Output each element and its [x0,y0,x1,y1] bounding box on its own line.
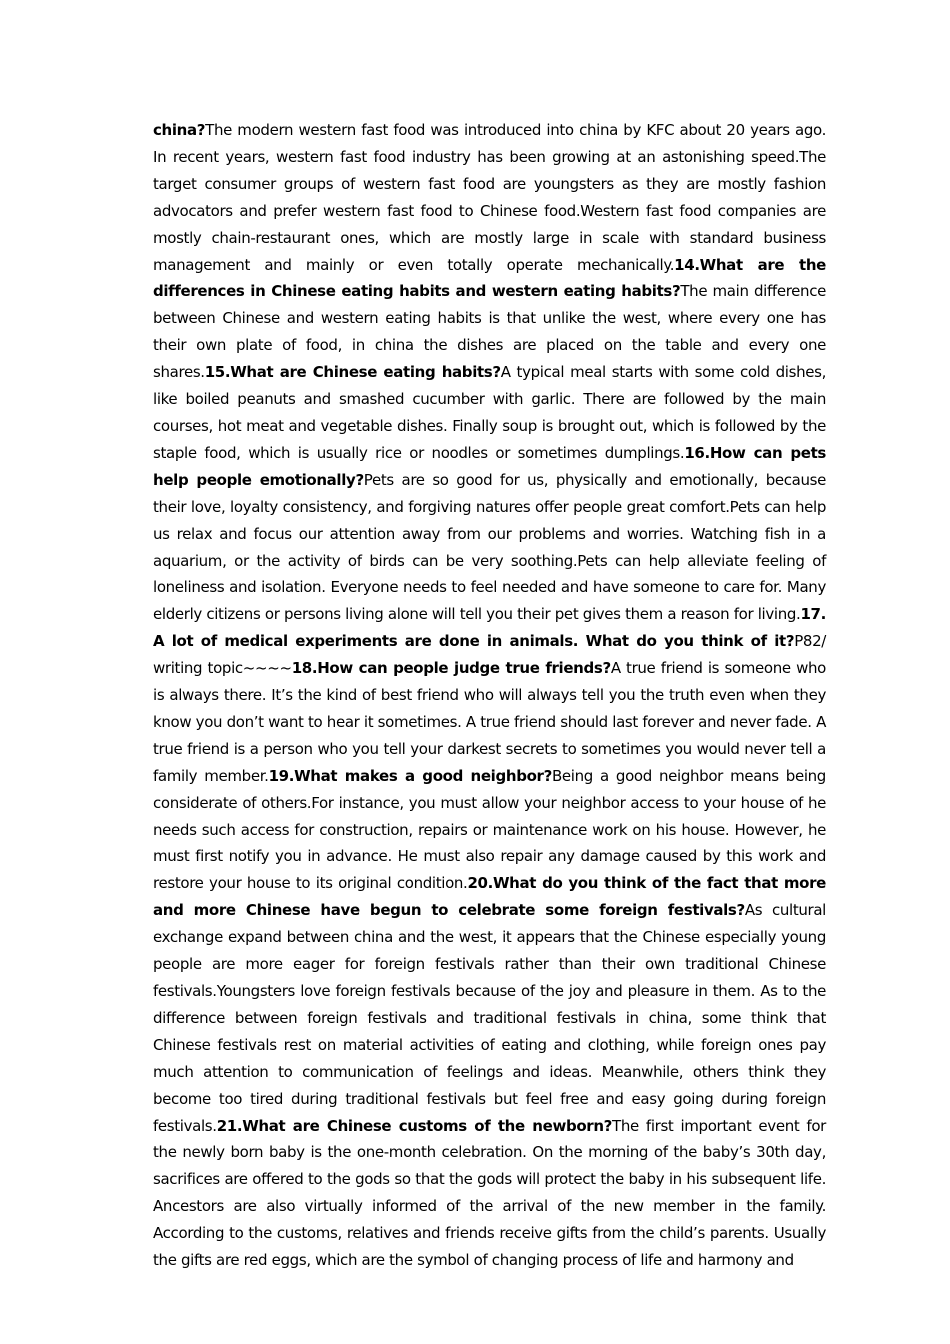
question-heading: 19.What makes a good neighbor? [268,766,552,785]
answer-text: A typical meal starts with some cold dishes, like boiled peanuts and smashed cucumber with garlic. There are followed by the main courses, hot meat and vegetable dishes. Finally soup is brought out, which is followed by the staple food, which is usually rice or noodles or sometimes dumplings. [153,363,826,462]
answer-text: Pets are so good for us, physically and emotionally, because their love, loyalty consistency, and forgiving natures offer people great comfort.Pets can help us relax and focus our attention away from our problems and worries. Watching fish in a aquarium, or the activity of birds can be very soothing.Pets can help alleviate feeling of loneliness and isolation. Everyone needs to feel needed and have someone to care for. Many elderly citizens or persons living alone will tell you their pet gives them a reason for living. [153,470,826,624]
answer-text: A true friend is someone who is always there. It’s the kind of best friend who will always tell you the truth even when they know you don’t want to hear it sometimes. A true friend should last forever and never fade. A true friend is a person who you tell your darkest secrets to sometimes you would never tell a family member. [153,659,826,785]
answer-text: The first important event for the newly born baby is the one-month celebration. On the morning of the baby’s 30th day, sacrifices are offered to the gods so that the gods will protect the baby in his subsequent life. Ancestors are also virtually informed of the arrival of the new member in the family. According to the customs, relatives and friends receive gifts from the child’s parents. Usually the gifts are red eggs, which are the symbol of changing process of life and harmony and [153,1116,826,1270]
question-heading: 16.How can pets help people emotionally? [153,443,826,489]
question-heading: 17. A lot of medical experiments are done in animals. What do you think of it? [153,605,826,651]
answer-text: As cultural exchange expand between china and the west, it appears that the Chinese especially young people are more eager for foreign festivals rather than their own traditional Chinese festivals.Youngsters love foreign festivals because of the joy and pleasure in them. As to the difference between foreign festivals and traditional festivals in china, some think that Chinese festivals rest on material activities of eating and clothing, while foreign ones pay much attention to communication of feelings and ideas. Meanwhile, others think they become too tired during traditional festivals but feel free and easy going during foreign festivals. [153,901,826,1135]
question-heading: 15.What are Chinese eating habits? [204,363,501,382]
question-heading: 21.What are Chinese customs of the newborn? [216,1116,613,1135]
question-heading: china? [153,121,206,139]
answer-text: The main difference between Chinese and western eating habits is that unlike the west, where every one has their own plate of food, in china the dishes are placed on the table and every one shares. [153,282,826,382]
body-paragraph [153,117,826,1274]
question-heading: 14.What are the differences in Chinese eating habits and western eating habits? [153,255,827,301]
answer-text: P82/ writing topic~~~~ [153,632,826,678]
answer-text: Being a good neighbor means being considerate of others.For instance, you must allow your neighbor access to your house of he needs such access for construction, repairs or maintenance work on his house. However, he must first notify you in advance. He must also repair any damage caused by this work and restore your house to its original condition. [153,766,826,893]
question-heading: 18.How can people judge true friends? [291,659,611,678]
document-page [153,117,826,1274]
answer-text: The modern western fast food was introduced into china by KFC about 20 years ago. In recent years, western fast food industry has been growing at an astonishing speed.The target consumer groups of western fast food are youngsters as they are mostly fashion advocators and prefer western fast food to Chinese food.Western fast food companies are mostly chain-restaurant ones, which are mostly large in scale with standard business management and mainly or even totally operate mechanically. [153,121,826,274]
question-heading: 20.What do you think of the fact that more and more Chinese have begun to celebrate some foreign festivals? [153,874,827,920]
